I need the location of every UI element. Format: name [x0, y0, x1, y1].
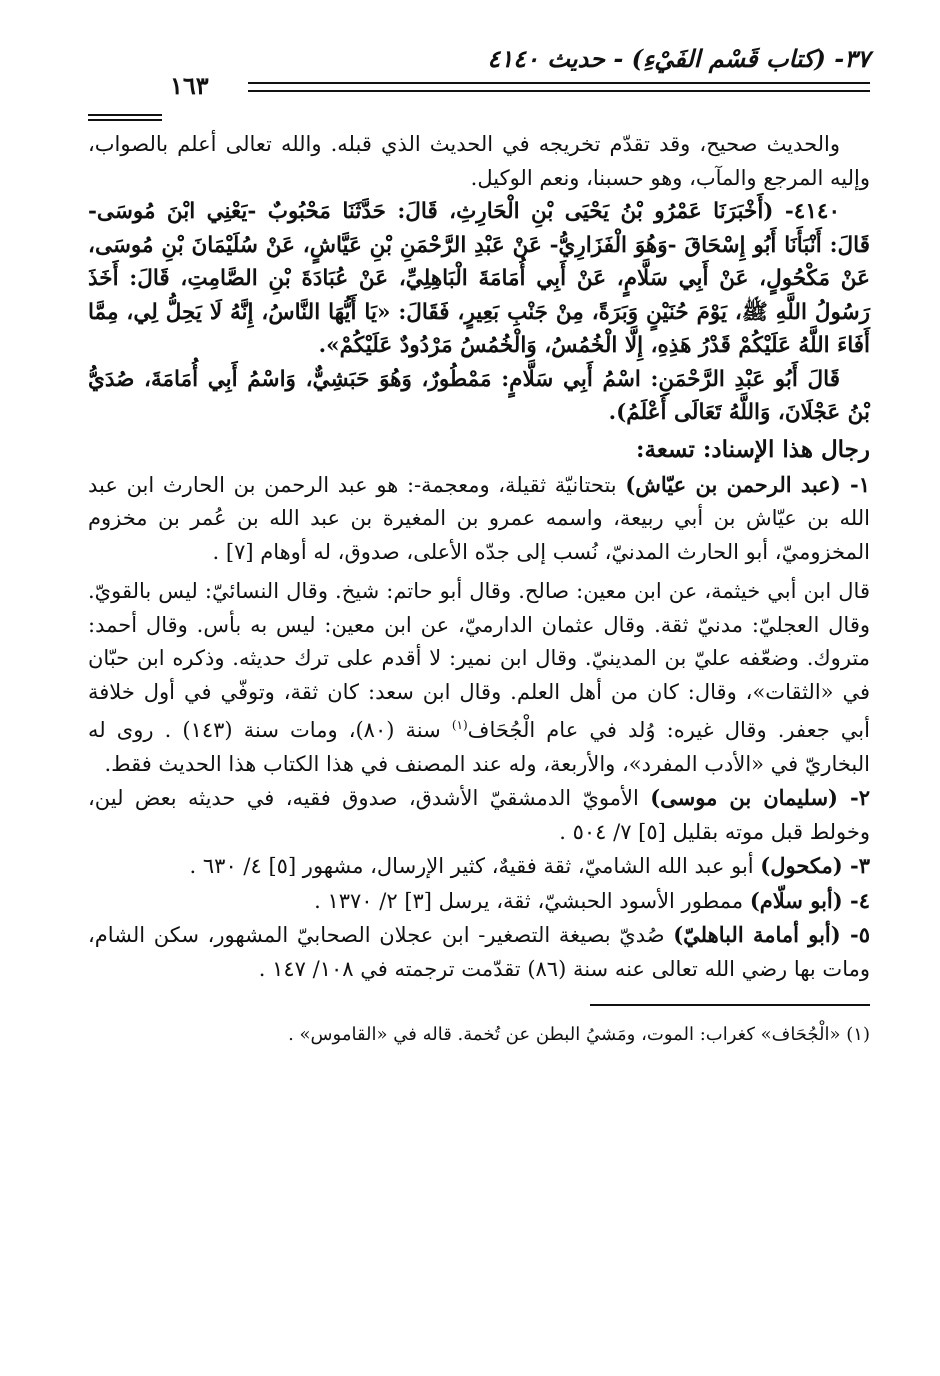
- book-page: [88, 44, 870, 1376]
- narrator-entry-2: [88, 781, 870, 849]
- running-title: ٣٧- (كتاب قَسْم الفَيْءِ) - حديث ٤١٤٠: [487, 44, 870, 73]
- narrator-name: ٥- (أبو أمامة الباهليّ): [673, 922, 870, 947]
- narrator-entry-1-details: [88, 575, 870, 781]
- footnote-marker: (١): [451, 718, 468, 732]
- page-header: [88, 44, 870, 100]
- narrator-name: ٤- (أبو سلّام): [749, 887, 870, 913]
- narrator-description: بتحتانيّة ثقيلة، ومعجمة-: هو عبد الرحمن بن الحارث ابن عبد الله بن عيّاش بن أبي ربيعة، واسمه عمرو بن المغيرة بن عبد الله بن عُمر بن مخزوم المخزوميّ، أبو الحارث المدنيّ، نُسب إلى جدّه الأعلى، صدوق، له أوهام [٧] .: [88, 472, 870, 564]
- narrator-description: أبو عبد الله الشاميّ، ثقة فقيهٌ، كثير الإرسال، مشهور [٥] ٤/ ٦٣٠ .: [189, 854, 761, 878]
- narrator-entry-5: [88, 918, 870, 986]
- narrator-entry-4: [88, 884, 870, 919]
- narrator-description: ممطور الأسود الحبشيّ، ثقة، يرسل [٣] ٢/ ١٣٧٠ .: [314, 888, 750, 913]
- page-number-box: [88, 71, 248, 100]
- narrator-details-a: قال ابن أبي خيثمة، عن ابن معين: صالح. وقال أبو حاتم: شيخ. وقال النسائيّ: ليس بالقويّ. وقال العجليّ: مدنيّ ثقة. وقال عثمان الدارميّ، عن ابن معين: ليس به بأس. وقال أحمد: متروك. وضعّفه عليّ بن المدينيّ. وقال ابن نمير: لا أقدم على ترك حديثه. وذكره ابن حبّان في «الثقات»، وقال: كان من أهل العلم. وقال ابن سعد: كان ثقة، وتوفّي في أول خلافة أبي جعفر. وقال غيره: وُلد في عام الْجُحَاف: [88, 579, 870, 742]
- narrator-entry-3: [88, 849, 870, 884]
- page-number: ١٦٣: [170, 71, 209, 100]
- page-number-rules: [88, 114, 162, 124]
- header-rule-lower: [248, 90, 870, 92]
- footnote: (١) «الْجُحَاف» كغراب: الموت، ومَشيُ البطن عن تُخمة. قاله في «القاموس» .: [288, 1024, 870, 1045]
- hadith-author-note: قَالَ أَبُو عَبْدِ الرَّحْمَنِ: اسْمُ أَبِي سَلَّامٍ: مَمْطُورٌ، وَهُوَ حَبَشِيٌّ، وَاسْمُ أَبِي أُمَامَةَ، صُدَيُّ بْنُ عَجْلَانَ، وَاللَّهُ تَعَالَى أَعْلَمُ).: [88, 366, 870, 425]
- narrator-name: ٢- (سليمان بن موسى): [650, 785, 870, 810]
- narrator-name: ١- (عبد الرحمن بن عيّاش): [625, 471, 871, 497]
- section-heading: رجال هذا الإسناد: تسعة:: [636, 435, 870, 463]
- intro-paragraph: والحديث صحيح، وقد تقدّم تخريجه في الحديث الذي قبله. والله تعالى أعلم بالصواب، وإليه المرجع والمآب، وهو حسبنا، ونعم الوكيل.: [88, 132, 870, 190]
- footnote-separator: [590, 1004, 870, 1006]
- narrator-description: الأمويّ الدمشقيّ الأشدق، صدوق فقيه، في حديثه بعض لين، وخولط قبل موته بقليل [٥] ٧/ ٥٠٤ .: [88, 786, 870, 844]
- narrator-description: صُديّ بصيغة التصغير- ابن عجلان الصحابيّ المشهور، سكن الشام، ومات بها رضي الله تعالى عنه سنة (٨٦) تقدّمت ترجمته في ١٠٨/ ١٤٧ .: [88, 923, 870, 981]
- narrator-name: ٣- (مكحول): [760, 853, 870, 878]
- hadith-text: ٤١٤٠- (أَخْبَرَنَا عَمْرُو بْنُ يَحْيَى بْنِ الْحَارِثِ، قَالَ: حَدَّثَنَا مَحْبُوبٌ -يَعْنِي ابْنَ مُوسَى- قَالَ: أَنْبَأَنَا أَبُو إِسْحَاقَ -وَهُوَ الْفَزَارِيُّ- عَنْ عَبْدِ الرَّحْمَنِ بْنِ عَيَّاشٍ، عَنْ سُلَيْمَانَ بْنِ مُوسَى، عَنْ مَكْحُولٍ، عَنْ أَبِي سَلَّامٍ، عَنْ أَبِي أُمَامَةَ الْبَاهِلِيِّ، عَنْ عُبَادَةَ بْنِ الصَّامِتِ، قَالَ: أَخَذَ رَسُولُ اللَّهِ ﷺ، يَوْمَ حُنَيْنٍ وَبَرَةً، مِنْ جَنْبِ بَعِيرٍ، فَقَالَ: «يَا أَيُّهَا النَّاسُ، إِنَّهُ لَا يَحِلُّ لِي، مِمَّا أَفَاءَ اللَّهُ عَلَيْكُمْ قَدْرُ هَذِهِ، إِلَّا الْخُمُسُ، وَالْخُمُسُ مَرْدُودٌ عَلَيْكُمْ».: [88, 199, 870, 358]
- page-body: [88, 128, 870, 1050]
- narrator-entry-1: [88, 468, 870, 570]
- narrator-details-b: سنة (٨٠)، ومات سنة (١٤٣) . روى له البخاريّ في «الأدب المفرد»، والأربعة، وله عند المصنف في هذا الكتاب هذا الحديث فقط.: [88, 718, 870, 776]
